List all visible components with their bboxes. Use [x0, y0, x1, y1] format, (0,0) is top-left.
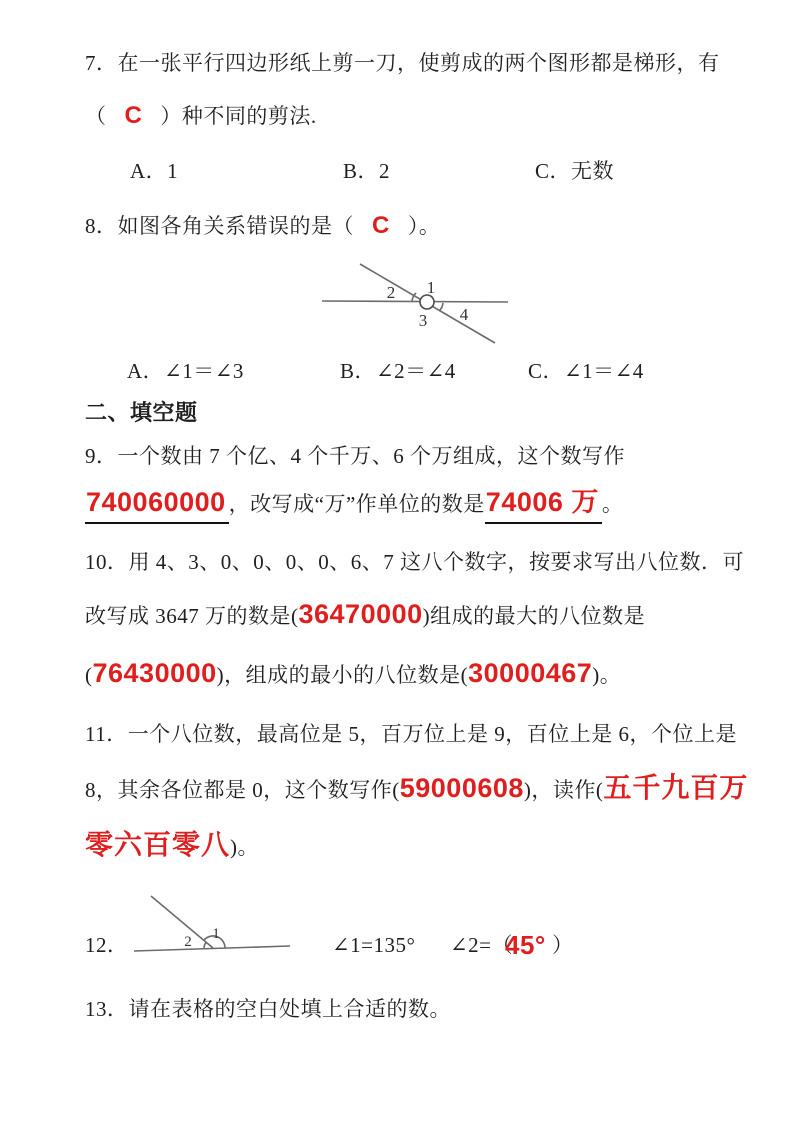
q11-answer-number: 59000608 [399, 773, 524, 803]
q11-line2 [85, 770, 748, 806]
q10-answer2: 76430000 [92, 658, 217, 688]
q9-end-punct: 。 [601, 492, 624, 516]
q8-horizontal-line [322, 301, 508, 302]
q12-angle1-value: ∠1=135° [332, 933, 416, 957]
q11-line2-mid: )，读作( [523, 778, 604, 802]
q10-answer1: 36470000 [298, 599, 423, 629]
q11-stem-line1: 11．一个八位数，最高位是 5，百万位上是 9，百位上是 6，个位上是 [85, 722, 737, 746]
q9-mid-text: ，改写成“万”作单位的数是 [228, 492, 485, 516]
q7-stem-line1: 7．在一张平行四边形纸上剪一刀，使剪成的两个图形都是梯形，有 [85, 51, 720, 75]
q7-paren-open: （ [85, 104, 107, 128]
section-title-fill-in-blanks: 二、填空题 [85, 400, 198, 425]
q10-line3-open: ( [85, 663, 93, 687]
q8-label-angle2: 2 [386, 283, 396, 302]
q7-answer: C [124, 102, 143, 129]
q9-answer-number: 740060000 [85, 486, 229, 524]
q11-line3 [85, 827, 259, 862]
q11-answer-reading-part1: 五千九百万 [603, 772, 749, 803]
q10-line3 [85, 657, 621, 691]
q9-answer-wan: 74006 万 [485, 486, 602, 524]
q11-answer-reading-part2: 零六百零八 [85, 829, 231, 860]
q8-stem-close: ）。 [407, 214, 441, 238]
q10-line3-end: )。 [592, 663, 622, 687]
q8-stem-open: 8．如图各角关系错误的是（ [85, 214, 354, 238]
q12-angle2-arc [204, 942, 206, 948]
q10-line2 [85, 598, 645, 632]
q10-line3-mid: )，组成的最小的八位数是( [216, 663, 469, 687]
q8-label-angle3: 3 [418, 311, 428, 330]
q10-line2-pre: 改写成 3647 万的数是( [85, 604, 299, 628]
q9-stem-line1: 9．一个数由 7 个亿、4 个千万、6 个万组成，这个数写作 [85, 444, 625, 468]
q8-label-angle4: 4 [459, 305, 469, 324]
q7-option-c: C．无数 [535, 159, 615, 183]
q8-vertex-circle [420, 295, 434, 309]
q12-number: 12． [85, 933, 129, 957]
q9-answer-line [85, 486, 623, 524]
q12-label-angle2: 2 [184, 934, 192, 950]
q11-line2-pre: 8，其余各位都是 0，这个数写作( [85, 778, 400, 802]
q8-label-angle1: 1 [426, 278, 436, 297]
q10-answer3: 30000467 [468, 658, 593, 688]
q12-answer: 45° [505, 930, 546, 960]
q7-option-a: A．1 [130, 159, 179, 183]
q8-option-b: B．∠2＝∠4 [340, 359, 456, 383]
q8-option-c: C．∠1＝∠4 [528, 359, 644, 383]
q12-label-angle1: 1 [212, 926, 220, 942]
q10-line2-post: )组成的最大的八位数是 [422, 604, 646, 628]
q10-stem-line1: 10．用 4、3、0、0、0、0、6、7 这八个数字，按要求写出八位数．可 [85, 550, 744, 574]
q8-option-a: A．∠1＝∠3 [127, 359, 244, 383]
q11-line3-end: )。 [230, 835, 260, 859]
q8-angle4-arc [439, 303, 443, 311]
q13-stem: 13．请在表格的空白处填上合适的数。 [85, 997, 451, 1021]
q8-stem [85, 211, 440, 241]
q7-stem-line2 [85, 101, 317, 131]
q12-angle-diagram [120, 888, 300, 960]
q12-angle2-label: ∠2=（ [450, 933, 513, 957]
q8-answer: C [372, 212, 390, 239]
q12-angle2-close: ） [552, 933, 574, 957]
q7-option-b: B．2 [343, 159, 391, 183]
q7-paren-close: ）种不同的剪法. [160, 104, 317, 128]
q8-angles-diagram [315, 250, 515, 350]
